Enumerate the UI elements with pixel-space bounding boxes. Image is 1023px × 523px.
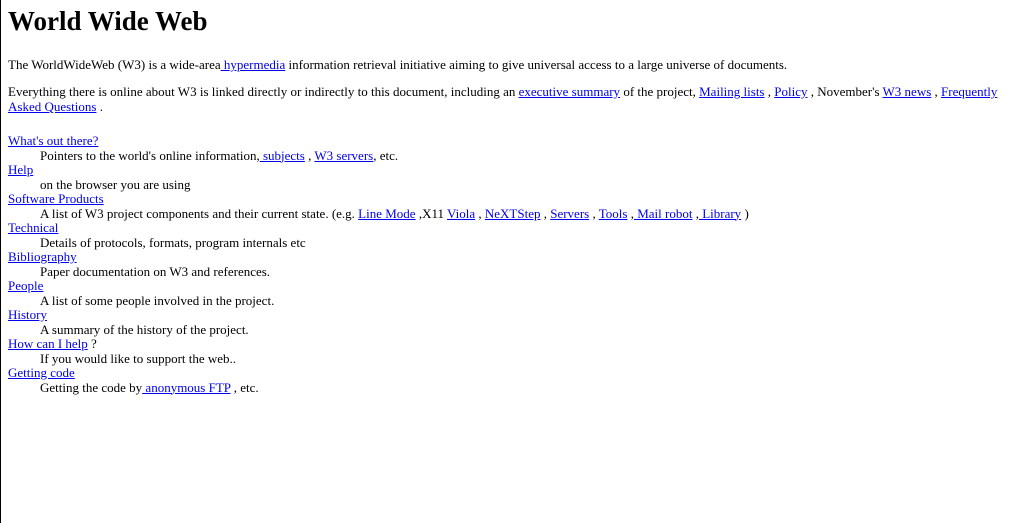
getting-code-link[interactable]: Getting code xyxy=(8,365,75,380)
tools-link[interactable]: Tools xyxy=(598,205,628,221)
history-link[interactable]: History xyxy=(8,307,47,322)
topic-getting-code xyxy=(8,366,1013,381)
nextstep-link[interactable]: NeXTStep xyxy=(484,205,541,221)
topic-history xyxy=(8,308,1013,323)
desc-text: , xyxy=(627,205,634,221)
topic-history-desc: A summary of the history of the project. xyxy=(40,321,249,337)
software-products-link[interactable]: Software Products xyxy=(8,191,104,206)
overview-text-5: , xyxy=(931,84,942,99)
desc-text: A list of W3 project components and their current state. (e.g. xyxy=(40,205,359,221)
topic-technical-desc: Details of protocols, formats, program internals etc xyxy=(40,234,306,250)
overview-text-2: of the project, xyxy=(620,84,700,99)
desc-text: ) xyxy=(741,205,749,221)
topic-how-can-i-help-desc: If you would like to support the web.. xyxy=(40,350,237,366)
page-title: World Wide Web xyxy=(8,6,208,36)
topic-bibliography xyxy=(8,250,1013,265)
people-link[interactable]: People xyxy=(8,278,44,293)
help-link[interactable]: Help xyxy=(8,162,34,177)
topic-list xyxy=(8,134,1013,395)
library-link[interactable]: Library xyxy=(698,205,742,221)
desc-text: Pointers to the world's online information, xyxy=(40,147,260,163)
mailing-lists-link[interactable]: Mailing lists xyxy=(699,84,765,99)
overview-text-1: Everything there is online about W3 is linked directly or indirectly to this document, including an xyxy=(8,84,519,99)
overview-text-3: , xyxy=(764,84,775,99)
desc-text: ,X11 xyxy=(415,205,447,221)
desc-text: , xyxy=(540,205,551,221)
anonymous-ftp-link[interactable]: anonymous FTP xyxy=(142,379,231,395)
bibliography-link[interactable]: Bibliography xyxy=(8,249,77,264)
topic-people-desc: A list of some people involved in the project. xyxy=(40,292,275,308)
topic-software-products xyxy=(8,192,1013,207)
desc-text: , xyxy=(692,205,699,221)
desc-text: , xyxy=(589,205,599,221)
desc-text: , etc. xyxy=(373,147,399,163)
overview-paragraph xyxy=(8,84,1013,114)
topic-bibliography-desc: Paper documentation on W3 and references. xyxy=(40,263,271,279)
intro-text-1: The WorldWideWeb (W3) is a wide-area xyxy=(8,57,221,72)
technical-link[interactable]: Technical xyxy=(8,220,59,235)
subjects-link[interactable]: subjects xyxy=(259,147,305,163)
how-can-i-help-link[interactable]: How can I help xyxy=(8,336,88,351)
topic-getting-code-desc xyxy=(40,381,1013,396)
w3-servers-link[interactable]: W3 servers xyxy=(314,147,374,163)
overview-text-4: , November's xyxy=(807,84,883,99)
topic-help-desc: on the browser you are using xyxy=(40,176,191,192)
intro-paragraph xyxy=(8,57,1013,72)
viola-link[interactable]: Viola xyxy=(447,205,476,221)
servers-link[interactable]: Servers xyxy=(550,205,590,221)
document-body xyxy=(8,0,1013,395)
w3-news-link[interactable]: W3 news xyxy=(882,84,932,99)
topic-how-can-i-help xyxy=(8,337,1013,352)
desc-text: , xyxy=(475,205,485,221)
topic-software-products-desc xyxy=(40,207,1013,222)
mail-robot-link[interactable]: Mail robot xyxy=(633,205,693,221)
line-mode-link[interactable]: Line Mode xyxy=(358,205,416,221)
whats-out-there-link[interactable]: What's out there? xyxy=(8,133,99,148)
faq-link[interactable]: Frequently Asked Questions xyxy=(8,84,998,114)
policy-link[interactable]: Policy xyxy=(774,84,808,99)
window-left-border xyxy=(0,0,1,523)
executive-summary-link[interactable]: executive summary xyxy=(518,84,621,99)
overview-text-6: . xyxy=(96,99,103,114)
hypermedia-link[interactable]: hypermedia xyxy=(220,57,286,72)
desc-text: , etc. xyxy=(230,379,259,395)
topic-help xyxy=(8,163,1013,178)
topic-whats-out-there-desc xyxy=(40,149,1013,164)
topic-whats-out-there xyxy=(8,134,1013,149)
topic-technical xyxy=(8,221,1013,236)
question-mark: ? xyxy=(87,336,97,351)
intro-text-2: information retrieval initiative aiming to give universal access to a large universe of documents. xyxy=(285,57,788,72)
topic-people xyxy=(8,279,1013,294)
desc-text: , xyxy=(304,147,315,163)
desc-text: Getting the code by xyxy=(40,379,143,395)
